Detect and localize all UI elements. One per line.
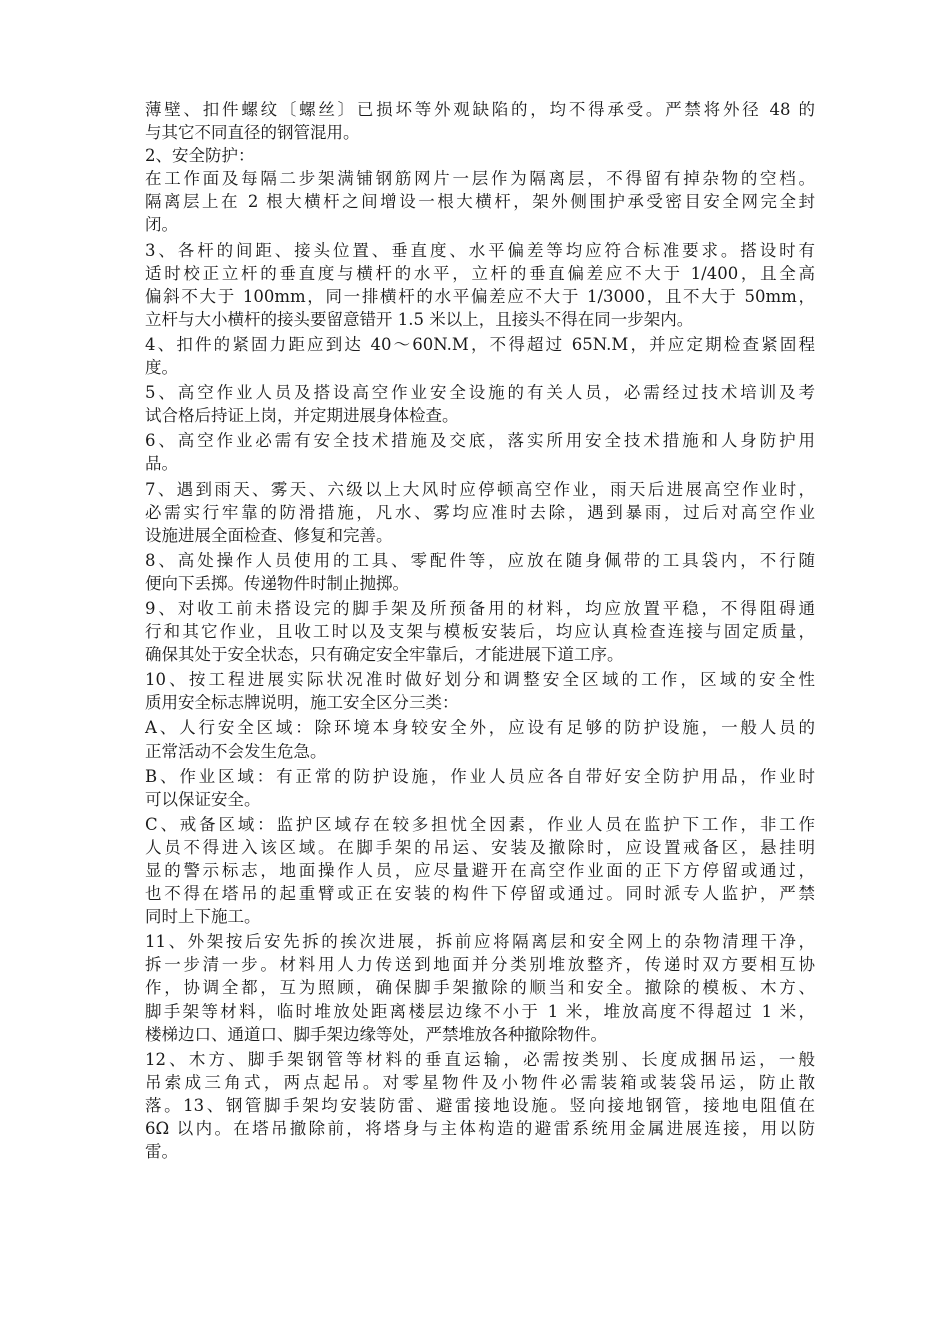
text-line: 3、各杆的间距、接头位置、垂直度、水平偏差等均应符合标准要求。搭设时有 bbox=[145, 240, 815, 260]
text-line: 8、高处操作人员使用的工具、零配件等，应放在随身佩带的工具袋内，不行随 bbox=[145, 550, 815, 570]
text-line: 行和其它作业，且收工时以及支架与模板安装后，均应认真检查连接与固定质量， bbox=[145, 622, 815, 642]
text-line: 也不得在塔吊的起重臂或正在安装的构件下停留或通过。同时派专人监护，严禁 bbox=[145, 884, 815, 904]
text-line: 设施进展全面检查、修复和完善。 bbox=[145, 525, 393, 545]
text-line: 7、遇到雨天、雾天、六级以上大风时应停顿高空作业，雨天后进展高空作业时， bbox=[145, 479, 815, 499]
text-line: 12、木方、脚手架钢管等材料的垂直运输，必需按类别、长度成捆吊运，一般 bbox=[145, 1049, 815, 1069]
text-line: 质用安全标志牌说明，施工安全区分三类： bbox=[145, 693, 459, 713]
text-line: 可以保证安全。 bbox=[145, 789, 261, 809]
text-line: 在工作面及每隔二步架满铺钢筋网片一层作为隔离层，不得留有掉杂物的空档。 bbox=[145, 169, 815, 189]
text-line: B、作业区域：有正常的防护设施，作业人员应各自带好安全防护用品，作业时 bbox=[145, 766, 815, 786]
text-line: 立杆与大小横杆的接头要留意错开 1.5 米以上，且接头不得在同一步架内。 bbox=[145, 309, 694, 329]
text-line: 偏斜不大于 100mm，同一排横杆的水平偏差应不大于 1/3000，且不大于 50mm， bbox=[145, 286, 815, 306]
body-text bbox=[145, 98, 815, 1163]
text-line: 4、扣件的紧固力距应到达 40～60N.M，不得超过 65N.M，并应定期检查紧固程 bbox=[145, 334, 815, 354]
text-line: 适时校正立杆的垂直度与横杆的水平，立杆的垂直偏差应不大于 1/400，且全高 bbox=[145, 263, 815, 283]
text-line: 5、高空作业人员及搭设高空作业安全设施的有关人员，必需经过技术培训及考 bbox=[145, 383, 815, 403]
text-line: 雷。 bbox=[145, 1142, 178, 1162]
text-line: 10、按工程进展实际状况准时做好划分和调整安全区域的工作，区域的安全性 bbox=[145, 670, 815, 690]
text-line: 吊索成三角式，两点起吊。对零星物件及小物件必需装箱或装袋吊运，防止散 bbox=[145, 1072, 815, 1092]
text-line: 便向下丢掷。传递物件时制止抛掷。 bbox=[145, 573, 409, 593]
text-line: 闭。 bbox=[145, 215, 178, 235]
text-line: 6、高空作业必需有安全技术措施及交底，落实所用安全技术措施和人身防护用 bbox=[145, 431, 815, 451]
text-line: 9、对收工前未搭设完的脚手架及所预备用的材料，均应放置平稳，不得阻碍通 bbox=[145, 598, 815, 618]
text-line: 薄壁、扣件螺纹〔螺丝〕已损坏等外观缺陷的，均不得承受。严禁将外径 48 的 bbox=[145, 100, 815, 119]
text-line: 正常活动不会发生危急。 bbox=[145, 741, 327, 761]
text-line: C、戒备区域：监护区域存在较多担忧全因素，作业人员在监护下工作，非工作 bbox=[145, 814, 815, 834]
text-line: 楼梯边口、通道口、脚手架边缘等处，严禁堆放各种撤除物件。 bbox=[145, 1024, 607, 1044]
text-line: 作，协调全都，互为照顾，确保脚手架撤除的顺当和安全。撤除的模板、木方、 bbox=[145, 978, 815, 998]
text-line: 6Ω 以内。在塔吊撤除前，将塔身与主体构造的避雷系统用金属进展连接，用以防 bbox=[145, 1119, 815, 1139]
text-line: 度。 bbox=[145, 358, 178, 378]
text-line: 人员不得进入该区域。在脚手架的吊运、安装及撤除时，应设置戒备区，悬挂明 bbox=[145, 837, 815, 857]
text-line: 落。13、钢管脚手架均安装防雷、避雷接地设施。竖向接地钢管，接地电阻值在 bbox=[145, 1095, 815, 1115]
text-line: 确保其处于安全状态，只有确定安全牢靠后，才能进展下道工序。 bbox=[145, 645, 624, 665]
text-line: A、人行安全区域：除环境本身较安全外，应设有足够的防护设施，一般人员的 bbox=[145, 718, 815, 738]
text-line: 与其它不同直径的钢管混用。 bbox=[145, 123, 360, 143]
text-line: 试合格后持证上岗，并定期进展身体检查。 bbox=[145, 406, 459, 426]
text-line: 脚手架等材料，临时堆放处距离楼层边缘不小于 1 米，堆放高度不得超过 1 米， bbox=[145, 1001, 815, 1021]
text-line: 2、安全防护： bbox=[145, 146, 255, 166]
text-line: 隔离层上在 2 根大横杆之间增设一根大横杆，架外侧围护承受密目安全网完全封 bbox=[145, 192, 815, 212]
text-line: 必需实行牢靠的防滑措施，凡水、雾均应准时去除，遇到暴雨，过后对高空作业 bbox=[145, 502, 815, 522]
text-line: 品。 bbox=[145, 454, 178, 474]
text-line: 11、外架按后安先拆的挨次进展，拆前应将隔离层和安全网上的杂物清理干净， bbox=[145, 932, 815, 952]
text-line: 同时上下施工。 bbox=[145, 907, 261, 927]
text-line: 拆一步清一步。材料用人力传送到地面并分类别堆放整齐，传递时双方要相互协 bbox=[145, 955, 815, 975]
text-line: 显的警示标志，地面操作人员，应尽量避开在高空作业面的正下方停留或通过， bbox=[145, 861, 815, 880]
